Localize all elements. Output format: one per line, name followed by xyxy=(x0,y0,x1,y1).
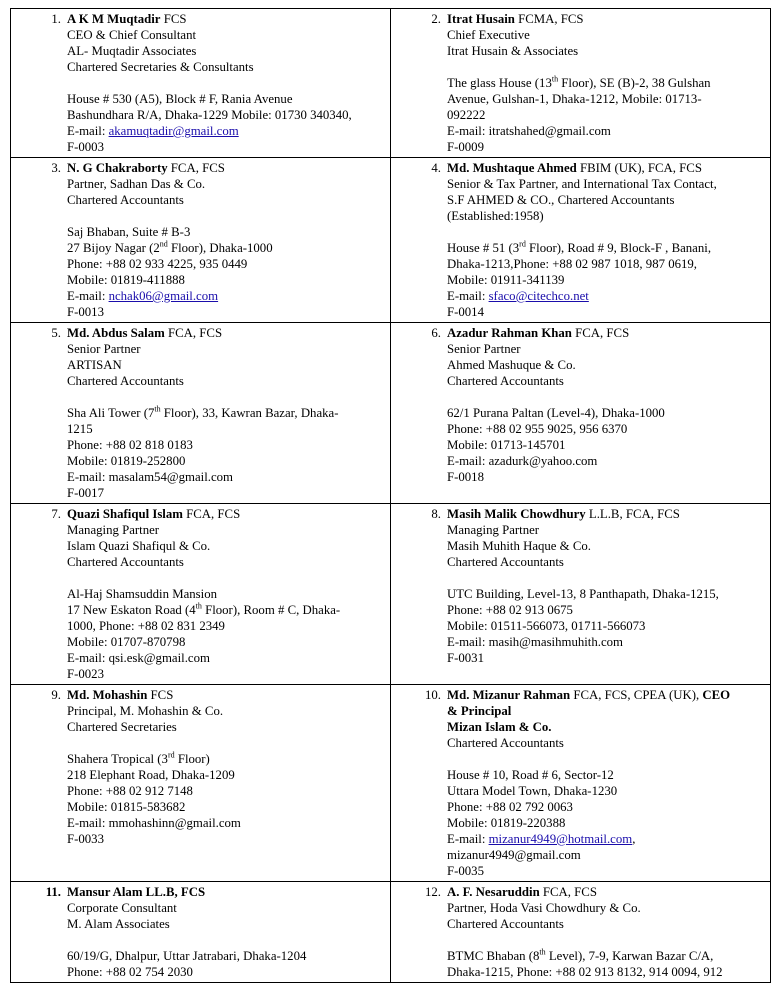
mobile-line: Mobile: 01511-566073, 01711-566073 xyxy=(447,619,646,633)
mobile-line: Mobile: 01819-252800 xyxy=(67,454,186,468)
address-line: 17 New Eskaton Road (4 xyxy=(67,603,196,617)
firm-line: Masih Muhith Haque & Co. xyxy=(447,539,591,553)
role-line: Senior & Tax Partner, and International Tax Contact, xyxy=(447,177,717,191)
email-link[interactable]: akamuqtadir@gmail.com xyxy=(108,124,239,138)
entry-4 xyxy=(391,158,771,323)
firm-type-line: Chartered Secretaries & Consultants xyxy=(67,60,254,74)
member-name: Md. Abdus Salam xyxy=(67,326,165,340)
entry-6 xyxy=(391,323,771,504)
role-line: Partner, Sadhan Das & Co. xyxy=(67,177,206,191)
email-line: E-mail: qsi.esk@gmail.com xyxy=(67,651,210,665)
firm-line: Itrat Husain & Associates xyxy=(447,44,579,58)
entry-number: 5. xyxy=(51,326,61,340)
address-line: Floor), SE (B)-2, 38 Gulshan xyxy=(558,76,711,90)
address-line: UTC Building, Level-13, 8 Panthapath, Dhaka-1215, xyxy=(447,587,719,601)
membership-code: F-0013 xyxy=(67,305,104,319)
member-name: Md. Mushtaque Ahmed xyxy=(447,161,577,175)
mobile-line: Mobile: 01707-870798 xyxy=(67,635,186,649)
entry-number: 6. xyxy=(431,326,441,340)
entry-2 xyxy=(391,9,771,158)
role-line: Partner, Hoda Vasi Chowdhury & Co. xyxy=(447,901,641,915)
entry-11 xyxy=(11,882,391,983)
member-name: Mansur Alam LL.B, FCS xyxy=(67,885,206,899)
address-line: Al-Haj Shamsuddin Mansion xyxy=(67,587,218,601)
member-credentials: FBIM (UK), FCA, FCS xyxy=(576,161,702,175)
firm-line: AL- Muqtadir Associates xyxy=(67,44,197,58)
entry-number: 4. xyxy=(431,161,441,175)
firm-type-line: Chartered Accountants xyxy=(67,193,184,207)
address-line: BTMC Bhaban (8 xyxy=(447,949,540,963)
address-line: Floor), Dhaka-1000 xyxy=(167,241,273,255)
phone-line: Phone: +88 02 754 2030 xyxy=(67,965,193,979)
role-line: Senior Partner xyxy=(447,342,521,356)
firm-line: Ahmed Mashuque & Co. xyxy=(447,358,576,372)
member-credentials: FCA, FCS, CPEA (UK), xyxy=(570,688,703,702)
mobile-line: Mobile: 01819-220388 xyxy=(447,816,566,830)
phone-line: Phone: +88 02 933 4225, 935 0449 xyxy=(67,257,248,271)
phone-line: Phone: +88 02 912 7148 xyxy=(67,784,193,798)
address-line: Floor), 33, Kawran Bazar, Dhaka- xyxy=(160,406,339,420)
table-row xyxy=(11,685,771,882)
email-link[interactable]: nchak06@gmail.com xyxy=(108,289,219,303)
email-label: E-mail: xyxy=(67,289,109,303)
firm-type-line: Chartered Accountants xyxy=(447,917,564,931)
member-credentials: FCS xyxy=(147,688,174,702)
email-label: E-mail: xyxy=(447,289,489,303)
entry-8 xyxy=(391,504,771,685)
entry-number: 3. xyxy=(51,161,61,175)
role-line: CEO & Chief Consultant xyxy=(67,28,197,42)
address-line: 092222 xyxy=(447,108,486,122)
address-line: The glass House (13 xyxy=(447,76,552,90)
phone-line: Phone: +88 02 792 0063 xyxy=(447,800,573,814)
member-name: A. F. Nesaruddin xyxy=(447,885,540,899)
firm-type-line: Chartered Accountants xyxy=(447,555,564,569)
superscript: rd xyxy=(167,750,175,760)
email-link[interactable]: sfaco@citechco.net xyxy=(488,289,589,303)
member-name: Masih Malik Chowdhury xyxy=(447,507,586,521)
member-credentials: FCMA, FCS xyxy=(514,12,584,26)
email-label: E-mail: xyxy=(447,832,489,846)
phone-line: 1000, Phone: +88 02 831 2349 xyxy=(67,619,225,633)
entry-number: 1. xyxy=(51,12,61,26)
address-line: Bashundhara R/A, Dhaka-1229 Mobile: 01730 340340, xyxy=(67,108,352,122)
role-line: Corporate Consultant xyxy=(67,901,177,915)
address-line: Sha Ali Tower (7 xyxy=(67,406,155,420)
entry-5 xyxy=(11,323,391,504)
address-line: Level), 7-9, Karwan Bazar C/A, xyxy=(545,949,714,963)
membership-code: F-0003 xyxy=(67,140,104,154)
membership-code: F-0035 xyxy=(447,864,484,878)
member-credentials: FCA, FCS xyxy=(167,161,225,175)
table-row xyxy=(11,323,771,504)
firm-type-line: Chartered Secretaries xyxy=(67,720,177,734)
phone-line: Phone: +88 02 955 9025, 956 6370 xyxy=(447,422,628,436)
email-line: E-mail: masih@masihmuhith.com xyxy=(447,635,623,649)
address-line: Dhaka-1213,Phone: +88 02 987 1018, 987 0619, xyxy=(447,257,697,271)
superscript: th xyxy=(154,404,161,414)
firm-type-line: Chartered Accountants xyxy=(67,374,184,388)
address-line: Floor), Room # C, Dhaka- xyxy=(201,603,341,617)
mobile-line: Mobile: 01713-145701 xyxy=(447,438,566,452)
address-line: Uttara Model Town, Dhaka-1230 xyxy=(447,784,618,798)
email-label: E-mail: xyxy=(67,124,109,138)
firm-type-line: Chartered Accountants xyxy=(67,555,184,569)
email-line: E-mail: mmohashinn@gmail.com xyxy=(67,816,241,830)
address-line: House # 530 (A5), Block # F, Rania Avenue xyxy=(67,92,293,106)
address-line: 60/19/G, Dhalpur, Uttar Jatrabari, Dhaka-1204 xyxy=(67,949,307,963)
directory-table xyxy=(10,8,771,983)
role-line: Managing Partner xyxy=(447,523,540,537)
firm-type-line: Chartered Accountants xyxy=(447,374,564,388)
membership-code: F-0031 xyxy=(447,651,484,665)
address-line: Avenue, Gulshan-1, Dhaka-1212, Mobile: 01713- xyxy=(447,92,702,106)
entry-number: 2. xyxy=(431,12,441,26)
firm-line: ARTISAN xyxy=(67,358,122,372)
entry-number: 11. xyxy=(45,885,61,899)
member-credentials: FCA, FCS xyxy=(571,326,630,340)
member-name: Md. Mizanur Rahman xyxy=(447,688,571,702)
membership-code: F-0014 xyxy=(447,305,484,319)
entry-number: 8. xyxy=(431,507,441,521)
member-credentials: L.L.B, FCA, FCS xyxy=(585,507,680,521)
superscript: nd xyxy=(159,239,168,249)
email-line: E-mail: masalam54@gmail.com xyxy=(67,470,234,484)
address-line: Dhaka-1215, Phone: +88 02 913 8132, 914 0094, 912 xyxy=(447,965,723,979)
role-line: Senior Partner xyxy=(67,342,141,356)
entry-number: 7. xyxy=(51,507,61,521)
address-line: Saj Bhaban, Suite # B-3 xyxy=(67,225,191,239)
address-line: House # 10, Road # 6, Sector-12 xyxy=(447,768,614,782)
address-line: Floor) xyxy=(174,752,210,766)
superscript: th xyxy=(551,74,559,84)
email-link[interactable]: mizanur4949@hotmail.com xyxy=(488,832,633,846)
mobile-line: Mobile: 01819-411888 xyxy=(67,273,185,287)
member-credentials: FCA, FCS xyxy=(164,326,223,340)
entry-1 xyxy=(11,9,391,158)
address-line: 62/1 Purana Paltan (Level-4), Dhaka-1000 xyxy=(447,406,665,420)
address-line: Shahera Tropical (3 xyxy=(67,752,168,766)
member-name: Azadur Rahman Khan xyxy=(447,326,572,340)
member-name: Md. Mohashin xyxy=(67,688,148,702)
entry-9 xyxy=(11,685,391,882)
member-name: Itrat Husain xyxy=(447,12,515,26)
member-credentials: FCA, FCS xyxy=(182,507,241,521)
role-line: Managing Partner xyxy=(67,523,160,537)
member-name: Quazi Shafiqul Islam xyxy=(67,507,183,521)
phone-line: Phone: +88 02 818 0183 xyxy=(67,438,193,452)
mobile-line: Mobile: 01815-583682 xyxy=(67,800,186,814)
membership-code: F-0017 xyxy=(67,486,104,500)
entry-10 xyxy=(391,685,771,882)
mobile-line: Mobile: 01911-341139 xyxy=(447,273,565,287)
superscript: rd xyxy=(519,239,526,249)
entry-number: 10. xyxy=(425,688,441,702)
address-line: 218 Elephant Road, Dhaka-1209 xyxy=(67,768,235,782)
email-line: E-mail: itratshahed@gmail.com xyxy=(447,124,611,138)
role-line: Chief Executive xyxy=(447,28,530,42)
membership-code: F-0018 xyxy=(447,470,484,484)
table-row xyxy=(11,504,771,685)
entry-number: 12. xyxy=(425,885,441,899)
email-line: E-mail: azadurk@yahoo.com xyxy=(447,454,598,468)
member-credentials: FCS xyxy=(160,12,187,26)
member-name: N. G Chakraborty xyxy=(67,161,168,175)
address-line: Floor), Road # 9, Block-F , Banani, xyxy=(525,241,712,255)
phone-line: Phone: +88 02 913 0675 xyxy=(447,603,573,617)
member-title: & Principal xyxy=(447,704,512,718)
entry-7 xyxy=(11,504,391,685)
address-line: 27 Bijoy Nagar (2 xyxy=(67,241,160,255)
superscript: th xyxy=(539,947,546,957)
table-row xyxy=(11,9,771,158)
address-line: House # 51 (3 xyxy=(447,241,520,255)
punctuation: , xyxy=(632,832,636,846)
entry-number: 9. xyxy=(51,688,61,702)
address-line: 1215 xyxy=(67,422,93,436)
table-row xyxy=(11,158,771,323)
table-row xyxy=(11,882,771,983)
role-line: Principal, M. Mohashin & Co. xyxy=(67,704,224,718)
email-line: mizanur4949@gmail.com xyxy=(447,848,581,862)
entry-3 xyxy=(11,158,391,323)
entry-12 xyxy=(391,882,771,983)
member-credentials: FCA, FCS xyxy=(539,885,597,899)
membership-code: F-0023 xyxy=(67,667,104,681)
firm-line: Mizan Islam & Co. xyxy=(447,720,552,734)
firm-line: S.F AHMED & CO., Chartered Accountants xyxy=(447,193,675,207)
superscript: th xyxy=(195,601,202,611)
firm-line: M. Alam Associates xyxy=(67,917,170,931)
membership-code: F-0033 xyxy=(67,832,104,846)
firm-type-line: Chartered Accountants xyxy=(447,736,564,750)
member-name: A K M Muqtadir xyxy=(67,12,161,26)
member-title: CEO xyxy=(702,688,731,702)
firm-line: Islam Quazi Shafiqul & Co. xyxy=(67,539,211,553)
membership-code: F-0009 xyxy=(447,140,484,154)
established-line: (Established:1958) xyxy=(447,209,544,223)
